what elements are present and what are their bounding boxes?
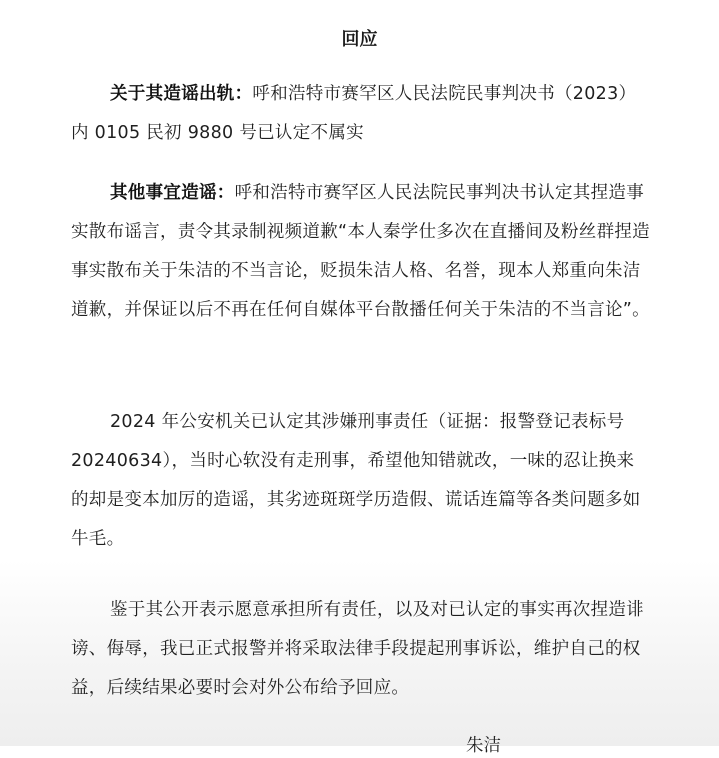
document-title: 回应: [341, 29, 378, 50]
paragraph-lead: 关于其造谣出轨：: [110, 84, 253, 104]
paragraph-lead: 其他事宜造谣：: [110, 183, 235, 203]
paragraph-legal-action: [71, 591, 651, 708]
paragraph-body: 鉴于其公开表示愿意承担所有责任，以及对已认定的事实再次捏造诽谤、侮辱，我已正式报警并将采取法律手段提起刑事诉讼，维护自己的权益，后续结果必要时会对外公布给予回应。: [71, 600, 644, 698]
paragraph-body: 2024 年公安机关已认定其涉嫌刑事责任（证据：报警登记表标号 20240634），当时心软没有走刑事，希望他知错就改，一味的忍让换来的却是变本加厉的造谣，其劣迹斑斑学历造假、谎话连篇等各类问题多如牛毛。: [71, 412, 641, 549]
signature: 朱洁: [466, 736, 501, 756]
paragraph-police-record: [71, 403, 651, 559]
paragraph-body: 呼和浩特市赛罕区人民法院民事判决书认定其捏造事实散布谣言，责令其录制视频道歉“本人秦学仕多次在直播间及粉丝群捏造事实散布关于朱洁的不当言论，贬损朱洁人格、名誉，现本人郑重向朱洁道歉，并保证以后不再在任何自媒体平台散播任何关于朱洁的不当言论”。: [71, 183, 650, 320]
paragraph-body: 呼和浩特市赛罕区人民法院民事判决书（2023）内 0105 民初 9880 号已认定不属实: [71, 84, 637, 143]
paragraph-other-rumors: [71, 174, 651, 330]
paragraph-adultery-rumor: [71, 75, 651, 153]
